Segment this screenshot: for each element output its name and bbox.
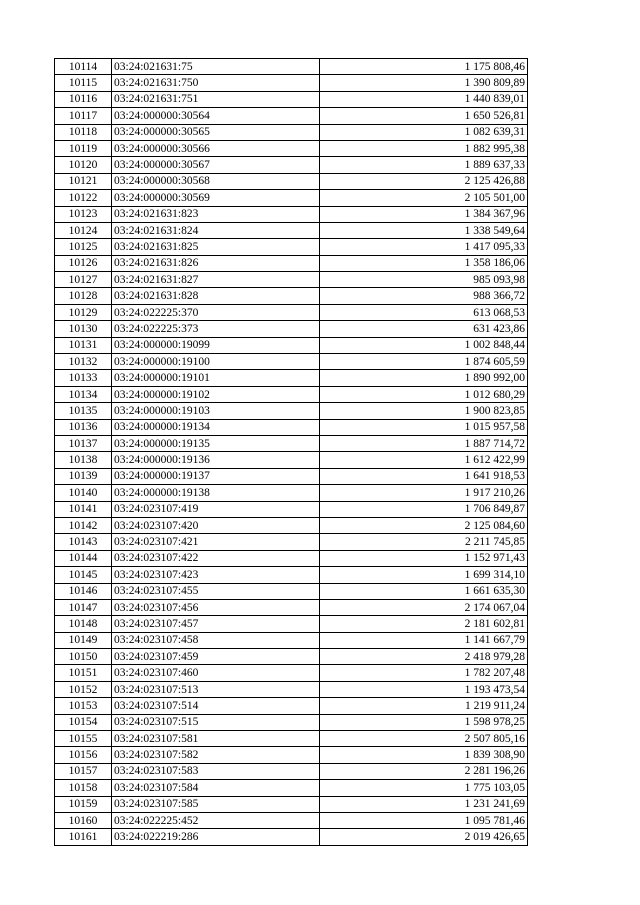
cadastral-number-cell: 03:24:023107:422 <box>112 550 320 566</box>
cadastral-value-cell: 1 440 839,01 <box>320 91 528 107</box>
cadastral-value-cell: 1 015 957,58 <box>320 419 528 435</box>
table-row <box>55 681 528 697</box>
row-number-cell: 10154 <box>55 714 112 730</box>
table-row <box>55 665 528 681</box>
cadastral-value-cell: 2 174 067,04 <box>320 599 528 615</box>
table-row <box>55 206 528 222</box>
row-number-cell: 10147 <box>55 599 112 615</box>
cadastral-value-cell: 1 417 095,33 <box>320 239 528 255</box>
row-number-cell: 10142 <box>55 517 112 533</box>
table-row <box>55 435 528 451</box>
table-row <box>55 288 528 304</box>
cadastral-number-cell: 03:24:000000:19102 <box>112 386 320 402</box>
cadastral-value-cell: 1 706 849,87 <box>320 501 528 517</box>
table-row <box>55 321 528 337</box>
row-number-cell: 10134 <box>55 386 112 402</box>
cadastral-number-cell: 03:24:000000:19099 <box>112 337 320 353</box>
cadastral-number-cell: 03:24:000000:30564 <box>112 108 320 124</box>
table-row <box>55 763 528 779</box>
cadastral-value-cell: 1 641 918,53 <box>320 468 528 484</box>
cadastral-value-cell: 2 211 745,85 <box>320 534 528 550</box>
cadastral-number-cell: 03:24:021631:825 <box>112 239 320 255</box>
cadastral-value-cell: 1 782 207,48 <box>320 665 528 681</box>
table-row <box>55 632 528 648</box>
row-number-cell: 10125 <box>55 239 112 255</box>
row-number-cell: 10132 <box>55 354 112 370</box>
cadastral-number-cell: 03:24:021631:826 <box>112 255 320 271</box>
row-number-cell: 10120 <box>55 157 112 173</box>
table-row <box>55 124 528 140</box>
cadastral-number-cell: 03:24:023107:513 <box>112 681 320 697</box>
cadastral-value-cell: 1 890 992,00 <box>320 370 528 386</box>
table-row <box>55 59 528 75</box>
table-row <box>55 599 528 615</box>
row-number-cell: 10159 <box>55 796 112 812</box>
cadastral-number-cell: 03:24:000000:19101 <box>112 370 320 386</box>
cadastral-value-cell: 1 917 210,26 <box>320 485 528 501</box>
table-row <box>55 517 528 533</box>
cadastral-number-cell: 03:24:000000:19136 <box>112 452 320 468</box>
cadastral-value-cell: 2 125 426,88 <box>320 173 528 189</box>
cadastral-value-cell: 1 358 186,06 <box>320 255 528 271</box>
cadastral-value-cell: 2 019 426,65 <box>320 829 528 845</box>
cadastral-number-cell: 03:24:000000:19100 <box>112 354 320 370</box>
row-number-cell: 10149 <box>55 632 112 648</box>
cadastral-value-cell: 1 141 667,79 <box>320 632 528 648</box>
table-row <box>55 173 528 189</box>
row-number-cell: 10140 <box>55 485 112 501</box>
table-row <box>55 714 528 730</box>
row-number-cell: 10145 <box>55 567 112 583</box>
row-number-cell: 10124 <box>55 222 112 238</box>
cadastral-value-table <box>54 58 528 846</box>
row-number-cell: 10126 <box>55 255 112 271</box>
cadastral-number-cell: 03:24:023107:585 <box>112 796 320 812</box>
cadastral-number-cell: 03:24:000000:19135 <box>112 435 320 451</box>
row-number-cell: 10148 <box>55 616 112 632</box>
row-number-cell: 10152 <box>55 681 112 697</box>
row-number-cell: 10130 <box>55 321 112 337</box>
row-number-cell: 10157 <box>55 763 112 779</box>
row-number-cell: 10155 <box>55 731 112 747</box>
cadastral-number-cell: 03:24:022225:370 <box>112 304 320 320</box>
table-row <box>55 272 528 288</box>
table-body <box>55 59 528 846</box>
cadastral-number-cell: 03:24:000000:30566 <box>112 140 320 156</box>
cadastral-number-cell: 03:24:021631:750 <box>112 75 320 91</box>
row-number-cell: 10160 <box>55 812 112 828</box>
table-row <box>55 796 528 812</box>
table-row <box>55 747 528 763</box>
row-number-cell: 10144 <box>55 550 112 566</box>
cadastral-number-cell: 03:24:021631:827 <box>112 272 320 288</box>
cadastral-value-cell: 1 839 308,90 <box>320 747 528 763</box>
row-number-cell: 10141 <box>55 501 112 517</box>
cadastral-value-cell: 1 175 808,46 <box>320 59 528 75</box>
cadastral-value-cell: 1 874 605,59 <box>320 354 528 370</box>
table-row <box>55 829 528 845</box>
cadastral-value-cell: 1 661 635,30 <box>320 583 528 599</box>
cadastral-value-cell: 988 366,72 <box>320 288 528 304</box>
row-number-cell: 10131 <box>55 337 112 353</box>
table-row <box>55 304 528 320</box>
table-row <box>55 485 528 501</box>
cadastral-number-cell: 03:24:000000:19137 <box>112 468 320 484</box>
cadastral-value-cell: 1 095 781,46 <box>320 812 528 828</box>
cadastral-number-cell: 03:24:023107:423 <box>112 567 320 583</box>
table-row <box>55 534 528 550</box>
table-row <box>55 567 528 583</box>
table-row <box>55 616 528 632</box>
table-row <box>55 403 528 419</box>
table-row <box>55 239 528 255</box>
cadastral-value-cell: 1 231 241,69 <box>320 796 528 812</box>
cadastral-number-cell: 03:24:023107:420 <box>112 517 320 533</box>
table-row <box>55 108 528 124</box>
table-row <box>55 91 528 107</box>
cadastral-number-cell: 03:24:021631:828 <box>112 288 320 304</box>
cadastral-number-cell: 03:24:000000:30565 <box>112 124 320 140</box>
table-row <box>55 812 528 828</box>
row-number-cell: 10135 <box>55 403 112 419</box>
cadastral-number-cell: 03:24:023107:421 <box>112 534 320 550</box>
cadastral-number-cell: 03:24:021631:751 <box>112 91 320 107</box>
row-number-cell: 10146 <box>55 583 112 599</box>
cadastral-value-cell: 1 889 637,33 <box>320 157 528 173</box>
cadastral-value-cell: 1 887 714,72 <box>320 435 528 451</box>
table-row <box>55 255 528 271</box>
cadastral-value-cell: 2 105 501,00 <box>320 190 528 206</box>
cadastral-value-cell: 1 775 103,05 <box>320 780 528 796</box>
cadastral-number-cell: 03:24:023107:582 <box>112 747 320 763</box>
row-number-cell: 10151 <box>55 665 112 681</box>
cadastral-number-cell: 03:24:000000:19134 <box>112 419 320 435</box>
row-number-cell: 10161 <box>55 829 112 845</box>
row-number-cell: 10138 <box>55 452 112 468</box>
table-row <box>55 550 528 566</box>
row-number-cell: 10139 <box>55 468 112 484</box>
cadastral-number-cell: 03:24:000000:30569 <box>112 190 320 206</box>
cadastral-value-cell: 2 125 084,60 <box>320 517 528 533</box>
cadastral-value-cell: 1 152 971,43 <box>320 550 528 566</box>
cadastral-value-cell: 1 612 422,99 <box>320 452 528 468</box>
cadastral-value-cell: 1 012 680,29 <box>320 386 528 402</box>
table-row <box>55 583 528 599</box>
table-row <box>55 501 528 517</box>
row-number-cell: 10121 <box>55 173 112 189</box>
cadastral-value-cell: 2 507 805,16 <box>320 731 528 747</box>
cadastral-number-cell: 03:24:022225:452 <box>112 812 320 828</box>
cadastral-number-cell: 03:24:021631:75 <box>112 59 320 75</box>
cadastral-number-cell: 03:24:023107:584 <box>112 780 320 796</box>
table-row <box>55 468 528 484</box>
cadastral-number-cell: 03:24:021631:823 <box>112 206 320 222</box>
row-number-cell: 10158 <box>55 780 112 796</box>
cadastral-value-cell: 1 650 526,81 <box>320 108 528 124</box>
row-number-cell: 10122 <box>55 190 112 206</box>
row-number-cell: 10153 <box>55 698 112 714</box>
cadastral-number-cell: 03:24:023107:515 <box>112 714 320 730</box>
table-row <box>55 698 528 714</box>
cadastral-value-cell: 1 082 639,31 <box>320 124 528 140</box>
table-row <box>55 452 528 468</box>
table-row <box>55 222 528 238</box>
table-row <box>55 370 528 386</box>
cadastral-value-cell: 1 390 809,89 <box>320 75 528 91</box>
cadastral-value-cell: 2 418 979,28 <box>320 649 528 665</box>
table-row <box>55 649 528 665</box>
row-number-cell: 10129 <box>55 304 112 320</box>
row-number-cell: 10123 <box>55 206 112 222</box>
cadastral-value-cell: 985 093,98 <box>320 272 528 288</box>
row-number-cell: 10127 <box>55 272 112 288</box>
row-number-cell: 10118 <box>55 124 112 140</box>
cadastral-value-cell: 1 219 911,24 <box>320 698 528 714</box>
cadastral-number-cell: 03:24:023107:583 <box>112 763 320 779</box>
row-number-cell: 10114 <box>55 59 112 75</box>
cadastral-number-cell: 03:24:023107:455 <box>112 583 320 599</box>
cadastral-value-cell: 2 281 196,26 <box>320 763 528 779</box>
cadastral-number-cell: 03:24:023107:459 <box>112 649 320 665</box>
cadastral-number-cell: 03:24:023107:581 <box>112 731 320 747</box>
cadastral-value-cell: 1 338 549,64 <box>320 222 528 238</box>
cadastral-number-cell: 03:24:000000:19103 <box>112 403 320 419</box>
cadastral-number-cell: 03:24:000000:30567 <box>112 157 320 173</box>
table-row <box>55 354 528 370</box>
cadastral-number-cell: 03:24:023107:457 <box>112 616 320 632</box>
row-number-cell: 10143 <box>55 534 112 550</box>
cadastral-value-cell: 1 699 314,10 <box>320 567 528 583</box>
row-number-cell: 10116 <box>55 91 112 107</box>
cadastral-value-cell: 1 002 848,44 <box>320 337 528 353</box>
cadastral-number-cell: 03:24:000000:30568 <box>112 173 320 189</box>
cadastral-number-cell: 03:24:023107:514 <box>112 698 320 714</box>
table-row <box>55 190 528 206</box>
row-number-cell: 10136 <box>55 419 112 435</box>
cadastral-number-cell: 03:24:022225:373 <box>112 321 320 337</box>
cadastral-value-cell: 1 598 978,25 <box>320 714 528 730</box>
cadastral-number-cell: 03:24:000000:19138 <box>112 485 320 501</box>
cadastral-number-cell: 03:24:023107:460 <box>112 665 320 681</box>
table-row <box>55 386 528 402</box>
row-number-cell: 10150 <box>55 649 112 665</box>
table-row <box>55 75 528 91</box>
table-row <box>55 419 528 435</box>
row-number-cell: 10137 <box>55 435 112 451</box>
row-number-cell: 10128 <box>55 288 112 304</box>
row-number-cell: 10117 <box>55 108 112 124</box>
cadastral-value-cell: 1 900 823,85 <box>320 403 528 419</box>
table-row <box>55 731 528 747</box>
row-number-cell: 10133 <box>55 370 112 386</box>
row-number-cell: 10156 <box>55 747 112 763</box>
cadastral-number-cell: 03:24:022219:286 <box>112 829 320 845</box>
table-row <box>55 337 528 353</box>
cadastral-number-cell: 03:24:023107:419 <box>112 501 320 517</box>
table-row <box>55 157 528 173</box>
row-number-cell: 10119 <box>55 140 112 156</box>
cadastral-value-cell: 2 181 602,81 <box>320 616 528 632</box>
cadastral-number-cell: 03:24:023107:456 <box>112 599 320 615</box>
cadastral-value-cell: 1 882 995,38 <box>320 140 528 156</box>
cadastral-value-cell: 1 384 367,96 <box>320 206 528 222</box>
cadastral-value-cell: 613 068,53 <box>320 304 528 320</box>
cadastral-value-cell: 631 423,86 <box>320 321 528 337</box>
table-row <box>55 780 528 796</box>
cadastral-value-cell: 1 193 473,54 <box>320 681 528 697</box>
row-number-cell: 10115 <box>55 75 112 91</box>
table-row <box>55 140 528 156</box>
cadastral-number-cell: 03:24:023107:458 <box>112 632 320 648</box>
cadastral-number-cell: 03:24:021631:824 <box>112 222 320 238</box>
